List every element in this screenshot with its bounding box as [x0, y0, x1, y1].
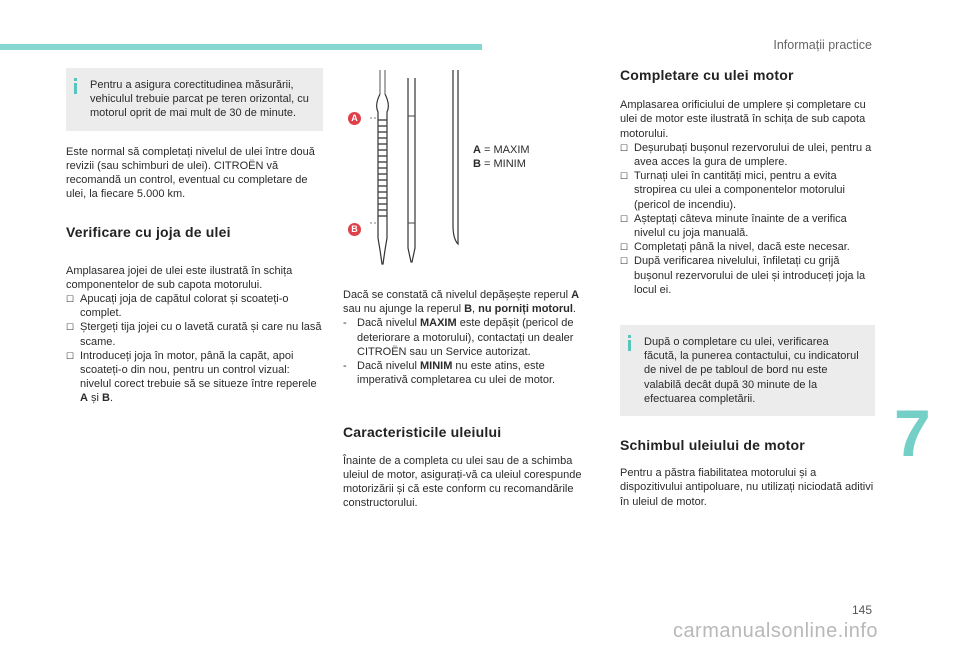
- list-item: ☐ Așteptați câteva minute înainte de a verifica nivelul cu joja manuală.: [620, 212, 847, 240]
- list-item: ☐ După verificarea nivelului, înfiletați cu grijă bușonul rezervorului de ulei și introduceți joja la locul ei.: [620, 255, 866, 296]
- intro-paragraph: Este normal să completați nivelul de ulei între două revizii (sau schimburi de ulei). CITROËN vă recomandă un control, eventual cu completare de ulei, la fiecare 5.000 km.: [66, 145, 315, 201]
- figure-legend: A = MAXIM B = MINIM: [473, 144, 530, 171]
- checkbox-icon: ☐: [620, 142, 629, 153]
- checkbox-icon: ☐: [620, 256, 629, 267]
- column-right: [620, 68, 875, 509]
- chapter-number: 7: [894, 396, 931, 470]
- checkbox-icon: ☐: [66, 350, 75, 361]
- checkbox-icon: ☐: [620, 213, 629, 224]
- info-box: [66, 68, 323, 131]
- list-item: ☐ Completați până la nivel, dacă este necesar.: [620, 241, 850, 254]
- checkbox-icon: ☐: [66, 294, 75, 305]
- heading-oil-top-up: Completare cu ulei motor: [620, 67, 794, 83]
- info-box: [620, 325, 875, 416]
- oil-characteristics-paragraph: Înainte de a completa cu ulei sau de a schimba uleiul de motor, asigurați-vă ca uleiul corespunde motorizării și că este conform cu recomandările constructorului.: [343, 454, 582, 510]
- watermark: carmanualsonline.info: [672, 620, 878, 642]
- info-text: Pentru a asigura corectitudinea măsurării, vehiculul trebuie parcat pe teren orizontal, cu motorul oprit de mai mult de 30 de minute.: [90, 79, 309, 120]
- header-accent-bar: [0, 44, 482, 50]
- dipstick-figure: [340, 68, 580, 268]
- info-icon: [74, 78, 77, 94]
- info-icon: [628, 335, 631, 351]
- dipstick-paragraph: Amplasarea jojei de ulei este ilustrată în schița componentelor de sub capota motorului.: [66, 264, 293, 291]
- section-title: Informații practice: [773, 38, 872, 52]
- column-left: [66, 68, 323, 406]
- heading-oil-change: Schimbul uleiului de motor: [620, 437, 805, 454]
- list-item: ☐ Introduceți joja în motor, până la capăt, apoi scoateți-o din nou, pentru un control vizual: nivelul corect trebuie să se situeze între reperele A și B.: [66, 349, 317, 405]
- list-item: - Dacă nivelul MAXIM este depășit (pericol de deteriorare a motorului), contactați un dealer CITROËN sau un Service autorizat.: [343, 317, 574, 358]
- oil-change-paragraph: Pentru a păstra fiabilitatea motorului și a dispozitivului antipoluare, nu utilizați niciodată aditivi în uleiul de motor.: [620, 467, 874, 508]
- list-item: - Dacă nivelul MINIM nu este atins, este imperativă completarea cu ulei de motor.: [343, 360, 556, 387]
- dipstick-illustration: [340, 68, 580, 268]
- heading-oil-characteristics: Caracteristicile uleiului: [343, 424, 502, 441]
- list-item: ☐ Deșurubați bușonul rezervorului de ulei, pentru a avea acces la gura de umplere.: [620, 141, 872, 169]
- checkbox-icon: ☐: [66, 322, 75, 333]
- marker-b: B: [348, 223, 361, 236]
- list-item: ☐ Ștergeți tija jojei cu o lavetă curată și care nu lasă scame.: [66, 321, 322, 348]
- info-text: După o completare cu ulei, verificarea făcută, la punerea contactului, cu indicatorul de nivel de pe tabloul de bord nu este valabilă decât după 30 minute de la efectuarea completării.: [644, 336, 859, 405]
- top-up-paragraph: Amplasarea orificiului de umplere și completare cu ulei de motor este ilustrată în schița de sub capota motorului.: [620, 99, 866, 140]
- list-item: ☐ Apucați joja de capătul colorat și scoateți-o complet.: [66, 293, 289, 320]
- list-item: ☐ Turnați ulei în cantități mici, pentru a evita stropirea cu ulei a componentelor motorului (pericol de incendiu).: [620, 170, 845, 211]
- checkbox-icon: ☐: [620, 171, 629, 182]
- heading-dipstick-check: Verificare cu joja de ulei: [66, 224, 231, 241]
- marker-a: A: [348, 112, 361, 125]
- page-number: 145: [851, 603, 872, 617]
- column-middle: [343, 288, 593, 510]
- level-paragraph: Dacă se constată că nivelul depășește reperul A sau nu ajunge la reperul B, nu porniți motorul.: [343, 289, 580, 316]
- checkbox-icon: ☐: [620, 242, 629, 253]
